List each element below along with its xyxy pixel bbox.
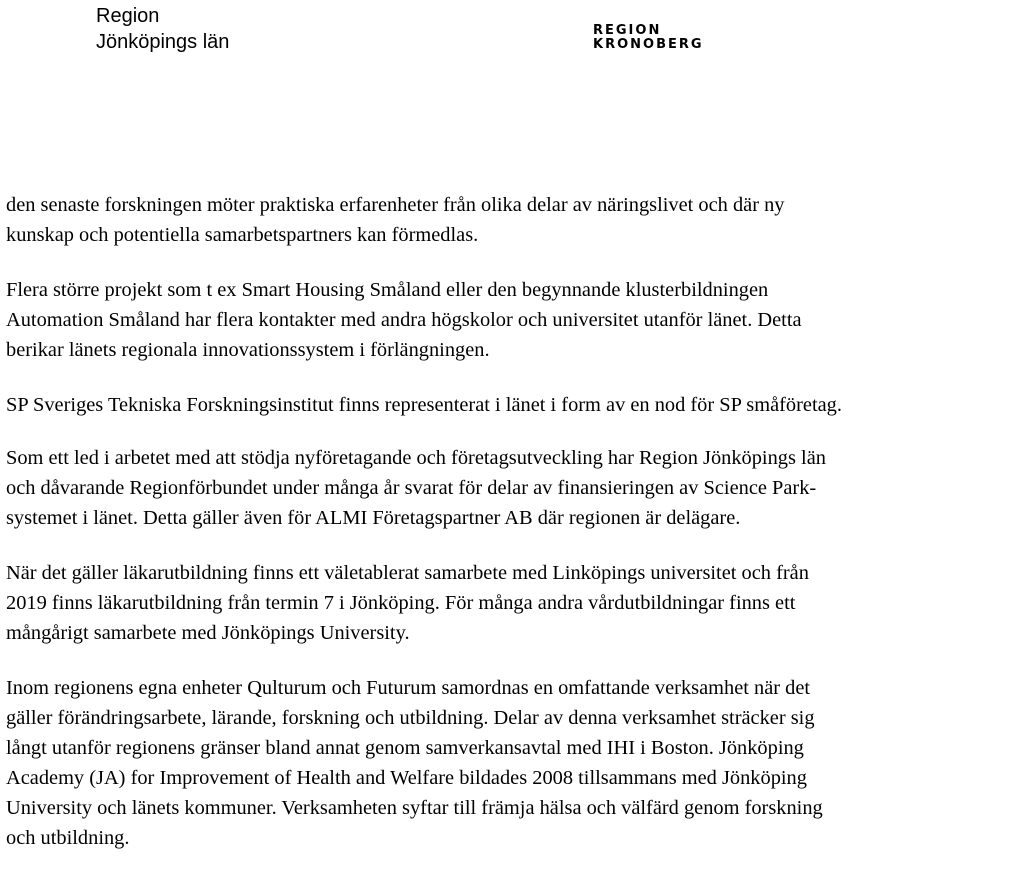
text-line: SP Sveriges Tekniska Forskningsinstitut finns representerat i länet i form av en nod för SP småföretag. bbox=[6, 394, 842, 416]
text-line: Som ett led i arbetet med att stödja nyföretagande och företagsutveckling har Region Jönköpings län bbox=[6, 447, 826, 469]
region-jonkoping-logo bbox=[96, 3, 229, 55]
text-line: långt utanför regionens gränser bland annat genom samverkansavtal med IHI i Boston. Jönköping bbox=[6, 737, 804, 759]
logo-line-1: Region bbox=[96, 5, 160, 27]
text-line: 2019 finns läkarutbildning från termin 7 i Jönköping. För många andra vårdutbildningar finns ett bbox=[6, 592, 796, 614]
text-line: kunskap och potentiella samarbetspartners kan förmedlas. bbox=[6, 224, 479, 246]
text-line: och dåvarande Regionförbundet under många år svarat för delar av finansieringen av Science Park- bbox=[6, 477, 817, 499]
logo-line-2: Jönköpings län bbox=[96, 31, 230, 53]
text-line: Academy (JA) for Improvement of Health and Welfare bildades 2008 tillsammans med Jönköping bbox=[6, 767, 807, 789]
text-line: gäller förändringsarbete, lärande, forskning och utbildning. Delar av denna verksamhet sträcker sig bbox=[6, 707, 815, 729]
text-line: Flera större projekt som t ex Smart Housing Småland eller den begynnande klusterbildningen bbox=[6, 279, 769, 301]
region-kronoberg-logo bbox=[593, 24, 704, 52]
logo-line-2: KRONOBERG bbox=[593, 37, 704, 52]
text-line: den senaste forskningen möter praktiska erfarenheter från olika delar av näringslivet och där ny bbox=[6, 194, 785, 216]
text-line: University och länets kommuner. Verksamheten syftar till främja hälsa och välfärd genom forskning bbox=[6, 797, 823, 819]
logo-line-1: REGION bbox=[593, 23, 662, 38]
paragraph bbox=[6, 558, 1021, 648]
text-line: När det gäller läkarutbildning finns ett väletablerat samarbete med Linköpings universitet och från bbox=[6, 562, 809, 584]
text-line: berikar länets regionala innovationssystem i förlängningen. bbox=[6, 339, 490, 361]
text-line: Automation Småland har flera kontakter med andra högskolor och universitet utanför länet. Detta bbox=[6, 309, 802, 331]
text-line: Inom regionens egna enheter Qulturum och Futurum samordnas en omfattande verksamhet när det bbox=[6, 677, 811, 699]
paragraph bbox=[6, 443, 1021, 533]
text-line: mångårigt samarbete med Jönköpings University. bbox=[6, 622, 410, 644]
paragraph bbox=[6, 190, 1021, 250]
paragraph bbox=[6, 275, 1021, 365]
document-body bbox=[6, 190, 1021, 878]
paragraph bbox=[6, 673, 1021, 853]
text-line: och utbildning. bbox=[6, 827, 130, 849]
text-line: systemet i länet. Detta gäller även för ALMI Företagspartner AB där regionen är delägare. bbox=[6, 507, 741, 529]
paragraph bbox=[6, 390, 1021, 420]
